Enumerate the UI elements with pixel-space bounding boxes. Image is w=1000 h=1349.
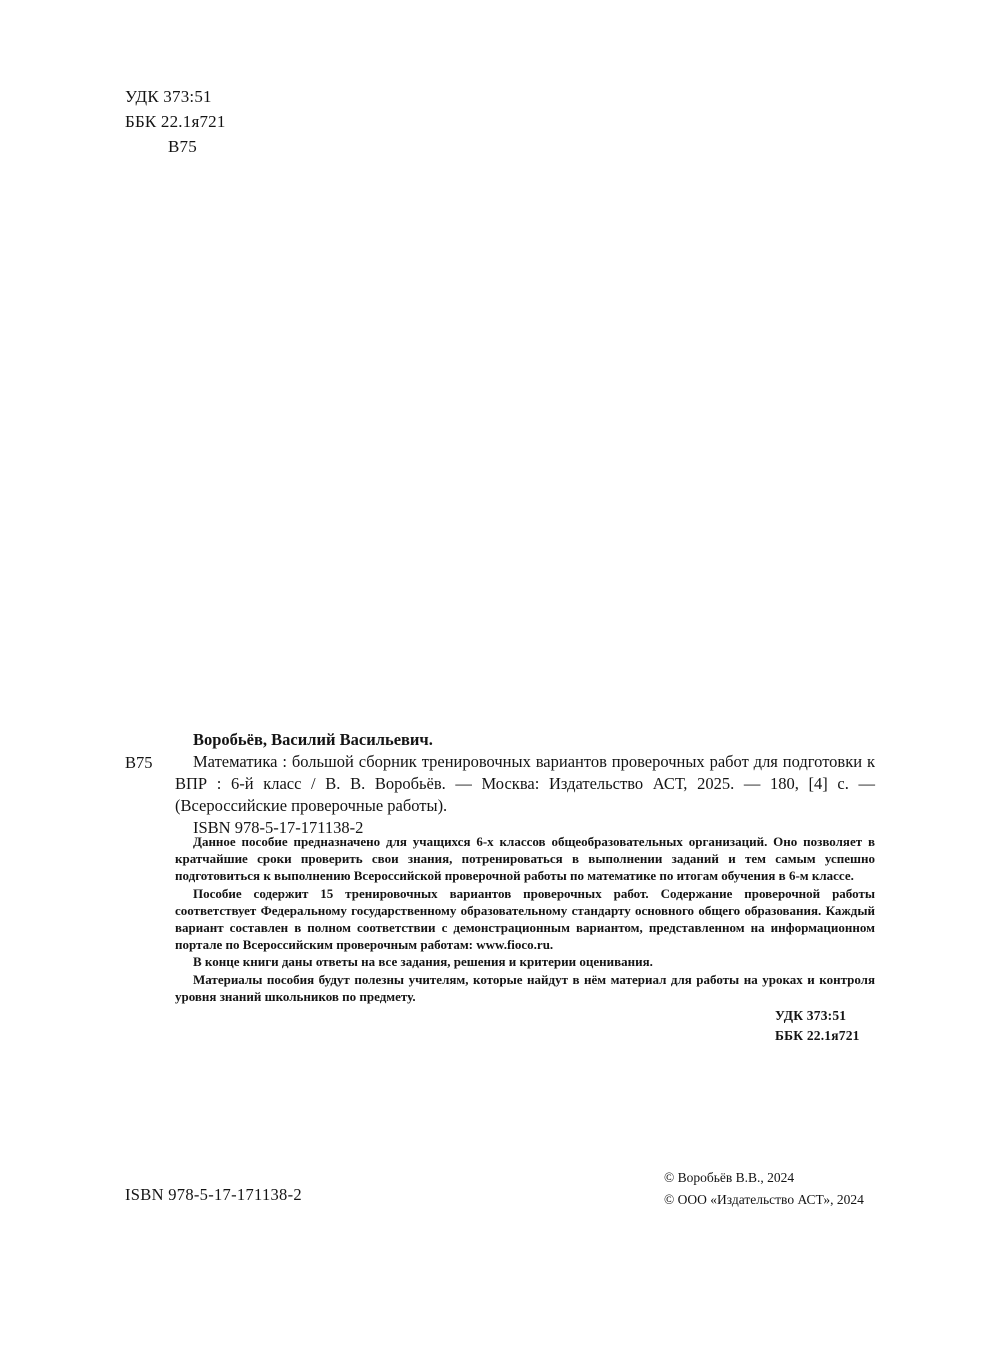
bibliographic-record [175, 729, 875, 839]
copyright-block [664, 1167, 864, 1210]
annotation-paragraph-1: Данное пособие предназначено для учащихся 6-х классов общеобразовательных организаций. Оно позволяет в кратчайшие сроки проверить свои знания, потренироваться в выполнении заданий и тем самым успешно подготовиться к выполнению Всероссийской проверочной работы по математике по итогам обучения в 6-м классе. [175, 834, 875, 884]
copyright-author-line: © Воробьёв В.В., 2024 [664, 1170, 795, 1185]
udk-code-right: УДК 373:51 [775, 1008, 847, 1023]
udk-code-top: УДК 373:51 [125, 87, 212, 106]
author-sign-top: В75 [168, 137, 197, 156]
annotation-paragraph-4: Материалы пособия будут полезны учителям, которые найдут в нём материал для работы на уроках и контроля уровня знаний школьников по предмету. [175, 971, 875, 1004]
classification-block-top [125, 84, 226, 159]
classification-block-right [775, 1006, 860, 1046]
bibliographic-description: Математика : большой сборник тренировочных вариантов проверочных работ для подготовки к ВПР : 6-й класс / В. В. Воробьёв. — Москва: Издательство АСТ, 2025. — 180, [4] с. — (Всероссийские проверочные работы). [175, 752, 875, 815]
annotation-block [175, 833, 875, 1005]
author-heading: Воробьёв, Василий Васильевич. [193, 730, 433, 749]
copyright-publisher-line: © ООО «Издательство АСТ», 2024 [664, 1191, 864, 1207]
isbn-record: ISBN 978-5-17-171138-2 [193, 818, 364, 837]
footer-isbn: ISBN 978-5-17-171138-2 [125, 1185, 302, 1204]
annotation-paragraph-2: Пособие содержит 15 тренировочных вариантов проверочных работ. Содержание проверочной работы соответствует Федеральному государственному образовательному стандарту основного общего образования. Каждый вариант составлен в полном соответствии с демонстрационным вариантом, представленном на информационном портале по Всероссийским проверочным работам: www.fioco.ru. [175, 885, 875, 953]
annotation-paragraph-3: В конце книги даны ответы на все задания, решения и критерии оценивания. [193, 954, 653, 970]
bbk-code-top: ББК 22.1я721 [125, 112, 226, 131]
bbk-code-right: ББК 22.1я721 [775, 1028, 860, 1043]
author-sign-margin: В75 [125, 753, 153, 772]
